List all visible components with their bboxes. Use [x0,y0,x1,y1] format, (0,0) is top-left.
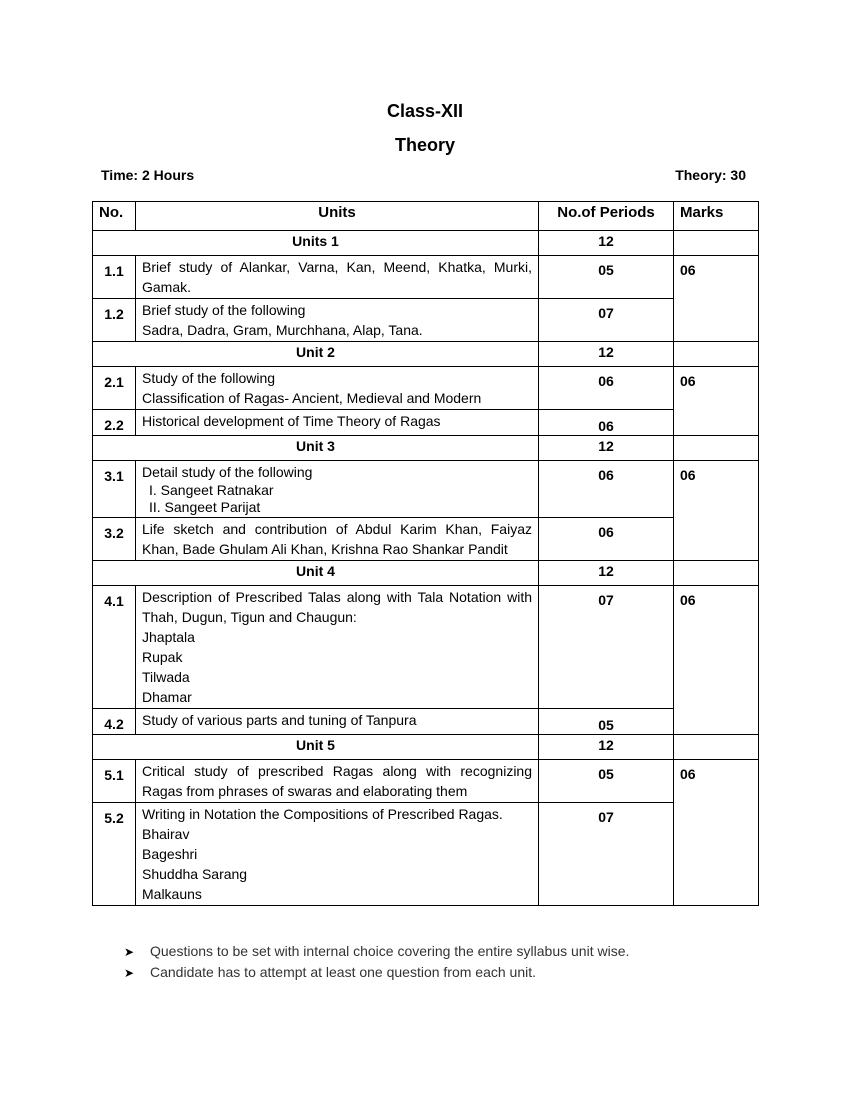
table-row [93,461,759,518]
description-line: Life sketch and contribution of Abdul Karim Khan, Faiyaz Khan, Bade Ghulam Ali Khan, Krishna Rao Shankar Pandit [142,521,532,557]
column-header-no: No. [93,202,136,231]
arrow-bullet-icon: ➤ [124,966,135,980]
table-row [93,709,759,735]
row-periods: 05 [539,760,674,803]
page-title: Class-XII [386,101,464,121]
table-row [93,518,759,561]
unit-marks: 06 [674,256,759,342]
unit-header-row [93,735,759,760]
unit-periods: 12 [539,231,674,256]
unit-marks-empty [674,436,759,461]
row-description [136,709,539,735]
arrow-bullet-icon: ➤ [124,945,135,959]
description-line: I. Sangeet Ratnakar [149,482,274,498]
row-periods: 07 [539,586,674,709]
row-number: 2.1 [93,367,136,410]
unit-title: Unit 5 [93,735,539,760]
unit-marks-empty [674,561,759,586]
unit-marks: 06 [674,461,759,561]
table-row [93,586,759,709]
column-header-periods: No.of Periods [539,202,674,231]
unit-periods: 12 [539,735,674,760]
note-text: Candidate has to attempt at least one question from each unit. [150,964,537,980]
row-description [136,410,539,436]
column-header-marks: Marks [674,202,759,231]
row-description [136,256,539,299]
table-row [93,299,759,342]
table-row [93,367,759,410]
unit-title: Units 1 [93,231,539,256]
table-row [93,410,759,436]
description-line: Sadra, Dadra, Gram, Murchhana, Alap, Tana. [142,322,423,338]
row-description [136,299,539,342]
notes-list [124,941,629,983]
row-description [136,461,539,518]
description-line: Bhairav [142,826,190,842]
row-number: 1.1 [93,256,136,299]
description-line: Critical study of prescribed Ragas along with recognizing Ragas from phrases of swaras and elaborating them [142,763,532,799]
description-line: Shuddha Sarang [142,866,248,882]
list-item [124,962,629,983]
note-text: Questions to be set with internal choice covering the entire syllabus unit wise. [150,943,630,959]
unit-title: Unit 2 [93,342,539,367]
row-number: 3.1 [93,461,136,518]
page-subtitle: Theory [394,135,455,155]
unit-header-row [93,561,759,586]
row-number: 4.1 [93,586,136,709]
row-number: 3.2 [93,518,136,561]
row-description [136,586,539,709]
unit-marks: 06 [674,586,759,735]
unit-marks-empty [674,231,759,256]
unit-header-row [93,342,759,367]
description-line: Description of Prescribed Talas along with Tala Notation with Thah, Dugun, Tigun and Chaugun: [142,589,532,625]
unit-marks: 06 [674,760,759,906]
table-row [93,803,759,906]
list-item [124,941,629,962]
table-row [93,760,759,803]
description-line: Brief study of the following [142,302,306,318]
description-line: II. Sangeet Parijat [149,499,261,515]
description-line: Classification of Ragas- Ancient, Medieval and Modern [142,390,482,406]
unit-marks: 06 [674,367,759,436]
row-number: 4.2 [93,709,136,735]
syllabus-table [92,201,759,906]
description-line: Malkauns [142,886,202,902]
description-line: Bageshri [142,846,198,862]
description-line: Jhaptala [142,629,195,645]
description-line: Brief study of Alankar, Varna, Kan, Meend, Khatka, Murki, Gamak. [142,259,532,295]
theory-marks: Theory: 30 [675,167,746,183]
unit-periods: 12 [539,342,674,367]
description-line: Dhamar [142,689,192,705]
unit-title: Unit 4 [93,561,539,586]
row-description [136,518,539,561]
row-periods: 07 [539,299,674,342]
row-number: 1.2 [93,299,136,342]
row-periods: 06 [539,518,674,561]
unit-periods: 12 [539,436,674,461]
table-header-row [93,202,759,231]
row-periods: 06 [539,367,674,410]
row-periods: 06 [539,410,674,436]
unit-marks-empty [674,735,759,760]
row-description [136,760,539,803]
row-number: 5.1 [93,760,136,803]
row-description [136,367,539,410]
unit-header-row [93,436,759,461]
unit-title: Unit 3 [93,436,539,461]
row-periods: 07 [539,803,674,906]
description-line: Writing in Notation the Compositions of Prescribed Ragas. [142,806,503,822]
row-description [136,803,539,906]
unit-periods: 12 [539,561,674,586]
table-row [93,256,759,299]
exam-time: Time: 2 Hours [101,167,195,183]
row-number: 5.2 [93,803,136,906]
description-line: Detail study of the following [142,464,313,480]
description-line: Tilwada [142,669,190,685]
row-number: 2.2 [93,410,136,436]
description-line: Study of various parts and tuning of Tanpura [142,712,417,728]
description-line: Study of the following [142,370,276,386]
column-header-units: Units [136,202,539,231]
row-periods: 06 [539,461,674,518]
unit-marks-empty [674,342,759,367]
row-periods: 05 [539,256,674,299]
row-periods: 05 [539,709,674,735]
description-line: Historical development of Time Theory of Ragas [142,413,441,429]
unit-header-row [93,231,759,256]
description-line: Rupak [142,649,183,665]
